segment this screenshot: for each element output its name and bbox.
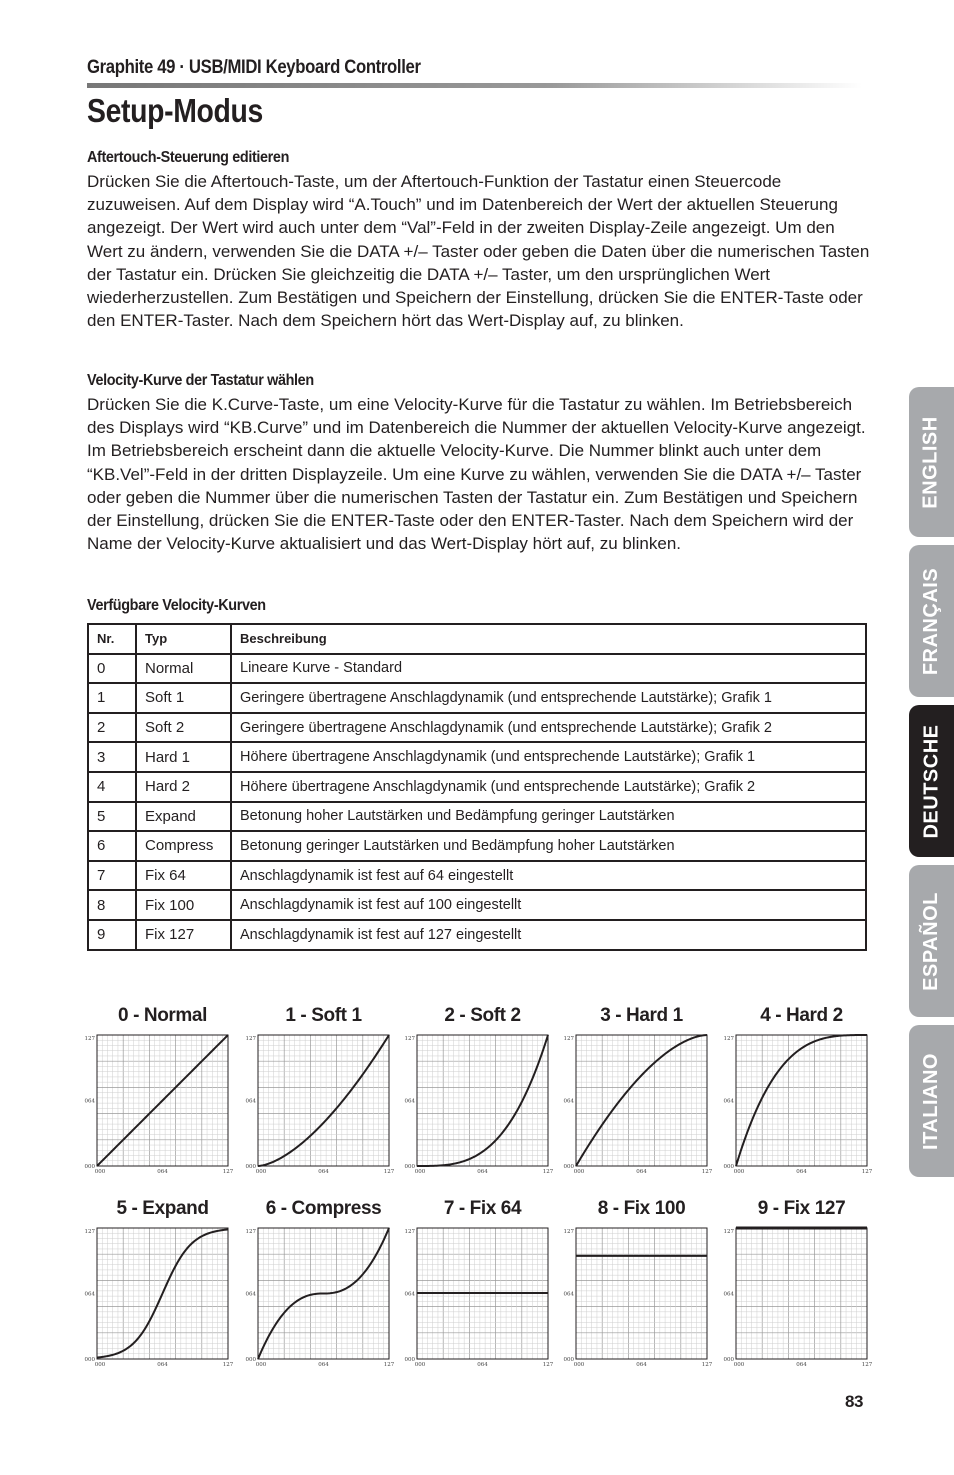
cell-typ: Hard 1 [136, 742, 231, 772]
table-row [88, 920, 866, 950]
y-tick-label: 000 [563, 1164, 574, 1170]
x-tick-label: 000 [255, 1362, 267, 1368]
tab-deutsche-label: DEUTSCHE [920, 723, 943, 839]
y-tick-label: 127 [563, 1036, 574, 1042]
y-tick-label: 000 [84, 1357, 95, 1363]
header-rule [87, 83, 862, 88]
cell-beschreibung: Anschlagdynamik ist fest auf 127 eingestellt [231, 920, 866, 950]
x-tick-label: 064 [636, 1362, 647, 1368]
tab-francais-label: FRANÇAIS [920, 567, 942, 675]
chart-title: 6 - Compress [265, 1198, 382, 1219]
y-tick-label: 064 [404, 1098, 415, 1105]
tab-deutsche[interactable] [909, 705, 954, 857]
cell-nr: 3 [88, 742, 136, 772]
x-tick-label: 064 [477, 1169, 488, 1175]
x-tick-label: 127 [542, 1362, 554, 1368]
cell-nr: 8 [88, 890, 136, 920]
table-row [88, 654, 866, 684]
cell-nr: 2 [88, 713, 136, 743]
cell-typ: Fix 127 [136, 920, 231, 950]
cell-typ: Soft 2 [136, 713, 231, 743]
tab-espanol-label: ESPAÑOL [920, 891, 943, 991]
tab-english-label: ENGLISH [920, 415, 942, 509]
velocity-curve-chart [723, 1228, 873, 1368]
velocity-curve-chart [563, 1035, 713, 1175]
chart-title: 9 - Fix 127 [757, 1198, 846, 1219]
section-heading-curves: Verfügbare Velocity-Kurven [87, 597, 266, 614]
y-tick-label: 064 [84, 1291, 95, 1298]
tab-espanol[interactable] [909, 865, 954, 1017]
table-row [88, 772, 866, 802]
velocity-curve-chart [723, 1035, 873, 1175]
table-row [88, 683, 866, 713]
x-tick-label: 000 [94, 1362, 106, 1368]
x-tick-label: 064 [157, 1169, 168, 1175]
x-tick-label: 064 [157, 1362, 168, 1368]
section-heading-velocity: Velocity-Kurve der Tastatur wählen [87, 372, 314, 389]
x-tick-label: 064 [318, 1362, 329, 1368]
y-tick-label: 000 [563, 1357, 574, 1363]
tab-italiano-label: ITALIANO [920, 1052, 943, 1150]
y-tick-label: 000 [245, 1164, 256, 1170]
chart-title: 7 - Fix 64 [443, 1198, 522, 1219]
y-tick-label: 127 [563, 1229, 574, 1235]
header-nr: Nr. [88, 624, 136, 654]
velocity-curve-chart [404, 1035, 554, 1175]
y-tick-label: 064 [245, 1098, 256, 1105]
chart-title: 8 - Fix 100 [597, 1198, 686, 1219]
curve-line [417, 1035, 548, 1166]
y-tick-label: 064 [404, 1291, 415, 1298]
cell-beschreibung: Geringere übertragene Anschlagdynamik (und entsprechende Lautstärke); Grafik 2 [231, 713, 866, 743]
chart-title: 4 - Hard 2 [760, 1005, 843, 1026]
x-tick-label: 127 [861, 1169, 873, 1175]
chart-title: 3 - Hard 1 [600, 1005, 683, 1026]
x-tick-label: 000 [414, 1362, 426, 1368]
tab-francais[interactable] [909, 545, 954, 697]
section-body-velocity: Drücken Sie die K.Curve-Taste, um eine Velocity-Kurve für die Tastatur zu wählen. Im Betriebsbereich des Displays wird “KB.Curve” und im Datenbereich die Nummer der aktuellen Velocity-Kurve angezeigt. Im Betriebsbereich erscheint dann die aktuelle Velocity-Kurve. Die Nummer blinkt auch unter dem “KB.Vel”-Feld in der dritten Displayzeile. Um eine Kurve zu wählen, verwenden Sie die DATA +/– Taster oder geben die Nummer über die numerischen Tasten der Tastatur ein. Zum Bestätigen und Speichern der Einstellung, drücken Sie die ENTER-Taste oder den ENTER-Taster. Nach dem Speichern wird der Name der Velocity-Kurve aktualisiert und das Wert-Display hört auf, zu blinken. [87, 395, 866, 554]
y-tick-label: 127 [404, 1036, 415, 1042]
cell-typ: Soft 1 [136, 683, 231, 713]
y-tick-label: 064 [563, 1098, 574, 1105]
x-tick-label: 000 [255, 1169, 267, 1175]
y-tick-label: 127 [245, 1229, 256, 1235]
chart-title: 0 - Normal [118, 1005, 207, 1026]
x-tick-label: 064 [796, 1169, 807, 1175]
x-tick-label: 127 [701, 1169, 713, 1175]
cell-beschreibung: Geringere übertragene Anschlagdynamik (und entsprechende Lautstärke); Grafik 1 [231, 683, 866, 713]
page-number: 83 [845, 1392, 864, 1411]
x-tick-label: 127 [542, 1169, 554, 1175]
y-tick-label: 000 [404, 1357, 415, 1363]
cell-typ: Normal [136, 654, 231, 684]
header-typ: Typ [136, 624, 231, 654]
table-row [88, 861, 866, 891]
x-tick-label: 000 [414, 1169, 426, 1175]
tab-italiano[interactable] [909, 1025, 954, 1177]
velocity-curve-chart [84, 1035, 234, 1175]
cell-nr: 7 [88, 861, 136, 891]
y-tick-label: 000 [723, 1164, 734, 1170]
x-tick-label: 127 [383, 1169, 395, 1175]
plot-frame [576, 1035, 707, 1166]
x-tick-label: 064 [636, 1169, 647, 1175]
x-tick-label: 127 [861, 1362, 873, 1368]
cell-nr: 5 [88, 802, 136, 832]
y-tick-label: 127 [84, 1229, 95, 1235]
table-row [88, 831, 866, 861]
y-tick-label: 064 [563, 1291, 574, 1298]
table-row [88, 713, 866, 743]
cell-beschreibung: Anschlagdynamik ist fest auf 100 eingestellt [231, 890, 866, 920]
curve-line [97, 1229, 228, 1357]
x-tick-label: 127 [701, 1362, 713, 1368]
x-tick-label: 127 [222, 1362, 234, 1368]
y-tick-label: 064 [723, 1098, 734, 1105]
tab-english[interactable] [909, 387, 954, 537]
plot-frame [258, 1035, 389, 1166]
cell-beschreibung: Betonung hoher Lautstärken und Bedämpfung geringer Lautstärken [231, 802, 866, 832]
cell-nr: 4 [88, 772, 136, 802]
x-tick-label: 000 [94, 1169, 106, 1175]
curve-line [258, 1228, 389, 1359]
section-body-aftertouch: Drücken Sie die Aftertouch-Taste, um der Aftertouch-Funktion der Tastatur einen Steuercode zuzuweisen. Auf dem Display wird “A.Touch” und im Datenbereich der Wert der aktuellen Steuerung angezeigt. Der Wert wird auch unter dem “Val”-Feld in der zweiten Display-Zeile angezeigt. Um den Wert zu ändern, verwenden Sie die DATA +/– Taster oder geben die Daten über die numerischen Tasten der Tastatur ein. Drücken Sie gleichzeitig die DATA +/– Taster, um den ursprünglichen Wert wiederherzustellen. Zum Bestätigen und Speichern der Einstellung, drücken Sie die ENTER-Taste oder den ENTER-Taster. Nach dem Speichern hört das Wert-Display auf, zu blinken. [87, 172, 870, 331]
x-tick-label: 000 [573, 1169, 585, 1175]
running-header: Graphite 49 · USB/MIDI Keyboard Controller [87, 57, 421, 78]
cell-beschreibung: Höhere übertragene Anschlagdynamik (und entsprechende Lautstärke); Grafik 2 [231, 772, 866, 802]
plot-frame [576, 1228, 707, 1359]
velocity-curve-chart [563, 1228, 713, 1368]
y-tick-label: 000 [245, 1357, 256, 1363]
chart-title: 1 - Soft 1 [285, 1005, 362, 1026]
curve-line [736, 1035, 867, 1166]
velocity-curve-chart [404, 1228, 554, 1368]
table-header-row [88, 624, 866, 654]
curve-line [576, 1035, 707, 1166]
y-tick-label: 127 [84, 1036, 95, 1042]
y-tick-label: 064 [84, 1098, 95, 1105]
plot-frame [736, 1035, 867, 1166]
cell-typ: Compress [136, 831, 231, 861]
x-tick-label: 000 [733, 1169, 745, 1175]
y-tick-label: 000 [404, 1164, 415, 1170]
velocity-curve-chart [245, 1228, 395, 1368]
table-row [88, 802, 866, 832]
cell-beschreibung: Anschlagdynamik ist fest auf 64 eingestellt [231, 861, 866, 891]
cell-typ: Fix 100 [136, 890, 231, 920]
y-tick-label: 064 [245, 1291, 256, 1298]
velocity-curves-table [87, 623, 867, 951]
velocity-curve-chart [84, 1228, 234, 1368]
y-tick-label: 000 [723, 1357, 734, 1363]
y-tick-label: 127 [723, 1036, 734, 1042]
cell-nr: 1 [88, 683, 136, 713]
cell-typ: Fix 64 [136, 861, 231, 891]
curve-line [258, 1035, 389, 1166]
page-title: Setup-Modus [87, 92, 263, 129]
velocity-curve-chart [245, 1035, 395, 1175]
cell-beschreibung: Betonung geringer Lautstärken und Bedämpfung hoher Lautstärken [231, 831, 866, 861]
y-tick-label: 127 [723, 1229, 734, 1235]
x-tick-label: 064 [318, 1169, 329, 1175]
cell-nr: 0 [88, 654, 136, 684]
table-row [88, 890, 866, 920]
x-tick-label: 000 [573, 1362, 585, 1368]
table-row [88, 742, 866, 772]
x-tick-label: 064 [796, 1362, 807, 1368]
plot-frame [736, 1228, 867, 1359]
header-beschreibung: Beschreibung [231, 624, 866, 654]
y-tick-label: 127 [245, 1036, 256, 1042]
chart-title: 5 - Expand [116, 1198, 209, 1219]
curve-line [97, 1035, 228, 1166]
y-tick-label: 064 [723, 1291, 734, 1298]
plot-frame [417, 1035, 548, 1166]
x-tick-label: 000 [733, 1362, 745, 1368]
cell-nr: 6 [88, 831, 136, 861]
cell-typ: Expand [136, 802, 231, 832]
y-tick-label: 000 [84, 1164, 95, 1170]
cell-beschreibung: Höhere übertragene Anschlagdynamik (und entsprechende Lautstärke); Grafik 1 [231, 742, 866, 772]
cell-typ: Hard 2 [136, 772, 231, 802]
x-tick-label: 127 [383, 1362, 395, 1368]
cell-nr: 9 [88, 920, 136, 950]
x-tick-label: 127 [222, 1169, 234, 1175]
section-heading-aftertouch: Aftertouch-Steuerung editieren [87, 149, 290, 166]
cell-beschreibung: Lineare Kurve - Standard [231, 654, 866, 684]
x-tick-label: 064 [477, 1362, 488, 1368]
chart-title: 2 - Soft 2 [444, 1005, 521, 1026]
y-tick-label: 127 [404, 1229, 415, 1235]
